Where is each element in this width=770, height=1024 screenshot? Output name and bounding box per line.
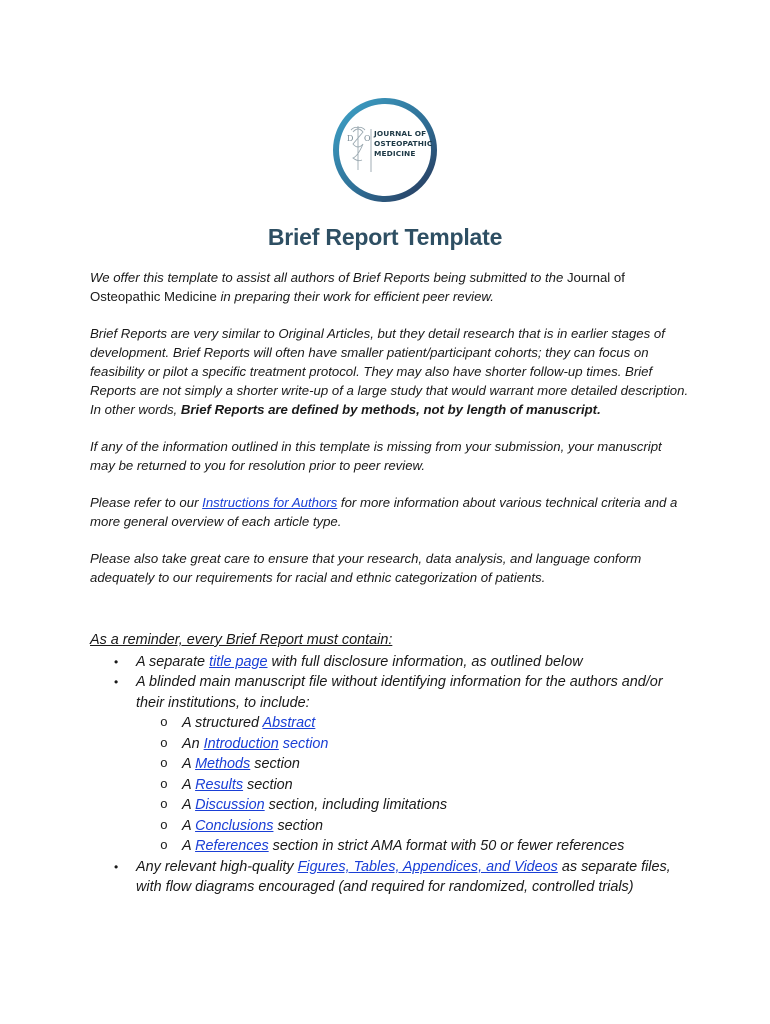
conclusions-link[interactable]: Conclusions [195, 817, 274, 834]
text-span: section in strict AMA format with 50 or fewer references [268, 838, 625, 854]
sub-bullet-icon: o [160, 715, 168, 730]
list-item [90, 857, 690, 898]
list-item [90, 672, 690, 857]
sub-bullet-icon: o [160, 776, 168, 792]
text-span: section [273, 817, 324, 834]
intro-body [90, 268, 690, 605]
methods-link[interactable]: Methods [195, 756, 251, 772]
bullet-icon: • [114, 654, 119, 669]
sub-bullet-icon: o [160, 735, 168, 751]
instructions-for-authors-link[interactable]: Instructions for Authors [202, 495, 338, 510]
page-title: Brief Report Template [267, 224, 503, 250]
emphasis-text: Brief Reports are defined by methods, not by length of manuscript. [180, 402, 601, 417]
text-span: Any relevant high-quality [136, 858, 298, 875]
text-span: section [250, 756, 300, 772]
intro-paragraph-3: If any of the information outlined in this template is missing from your submission, your manuscript may be returned to you for resolution prior to peer review. [90, 439, 662, 473]
sub-list-item [136, 754, 690, 775]
journal-name: Journal of Osteopathic Medicine [90, 270, 625, 304]
text-span: section [278, 735, 329, 752]
list-item [90, 652, 690, 673]
text-span: A structured [182, 715, 263, 731]
reminder-heading: As a reminder, every Brief Report must contain: [90, 632, 393, 648]
references-link[interactable]: References [195, 838, 269, 854]
requirements-list [90, 652, 690, 898]
logo-line: MEDICINE [374, 149, 416, 158]
discussion-link[interactable]: Discussion [195, 797, 265, 813]
intro-paragraph-4 [90, 493, 690, 531]
logo-letter-o: O [364, 134, 371, 143]
caduceus-icon [351, 126, 365, 170]
text-span: An [182, 735, 204, 752]
text-span: A [182, 776, 196, 793]
text-span: A blinded main manuscript file without identifying information for the authors and/or their institutions, to include: [136, 674, 663, 711]
sub-bullet-icon: o [160, 838, 168, 853]
text-span: section, including limitations [264, 797, 448, 813]
results-link[interactable]: Results [195, 776, 244, 793]
text-span: A [182, 756, 196, 772]
sub-list-item [136, 816, 690, 837]
bullet-icon: • [114, 675, 119, 689]
sub-bullet-icon: o [160, 817, 168, 833]
sub-list-item [136, 795, 690, 816]
abstract-link[interactable]: Abstract [262, 715, 316, 731]
text-span: A separate [136, 653, 210, 670]
intro-paragraph-2 [90, 324, 690, 419]
sub-list-item [136, 775, 690, 796]
logo-wordmark [374, 129, 438, 159]
sub-list-item [136, 734, 690, 755]
sub-list-item [136, 713, 690, 734]
text-span: We offer this template to assist all authors of Brief Reports being submitted to the [90, 270, 567, 285]
reminder-section [90, 630, 690, 898]
manuscript-sections-list [136, 713, 690, 857]
text-span: Brief Reports are very similar to Original Articles, but they detail research that is in earlier stages of development. Brief Reports will often have smaller patient/participant cohorts; they can focus on feasibility or pilot a specific treatment protocol. They may also have shorter follow-up times. Brief Reports are not simply a shorter write-up of a large study that would warrant more detailed description. In other words, [90, 326, 689, 417]
text-span: Please refer to our [90, 495, 203, 510]
figures-tables-link[interactable]: Figures, Tables, Appendices, and Videos [297, 858, 558, 875]
text-span: A [182, 797, 196, 813]
title-page-link[interactable]: title page [209, 653, 268, 670]
logo-line: OSTEOPATHIC [374, 139, 433, 148]
intro-paragraph-5: Please also take great care to ensure that your research, data analysis, and language conform adequately to our requirements for racial and ethnic categorization of patients. [90, 551, 642, 585]
journal-logo [331, 96, 439, 204]
text-span: with full disclosure information, as outlined below [267, 653, 583, 670]
logo-line: JOURNAL OF [374, 129, 427, 138]
sub-bullet-icon: o [160, 756, 168, 771]
bullet-icon: • [114, 859, 119, 874]
text-span: A [182, 817, 196, 834]
text-span: for more information about various technical criteria and a more general overview of each article type. [90, 495, 678, 529]
introduction-link[interactable]: Introduction [203, 735, 279, 752]
text-span: section [243, 776, 293, 793]
text-span: A [182, 838, 196, 854]
logo-letter-d: D [347, 134, 354, 143]
sub-list-item [136, 836, 690, 857]
intro-paragraph-1 [90, 268, 690, 306]
sub-bullet-icon: o [160, 797, 168, 812]
text-span: as separate files, with flow diagrams encouraged (and required for randomized, controlled trials) [136, 858, 671, 895]
text-span: in preparing their work for efficient peer review. [216, 289, 494, 304]
